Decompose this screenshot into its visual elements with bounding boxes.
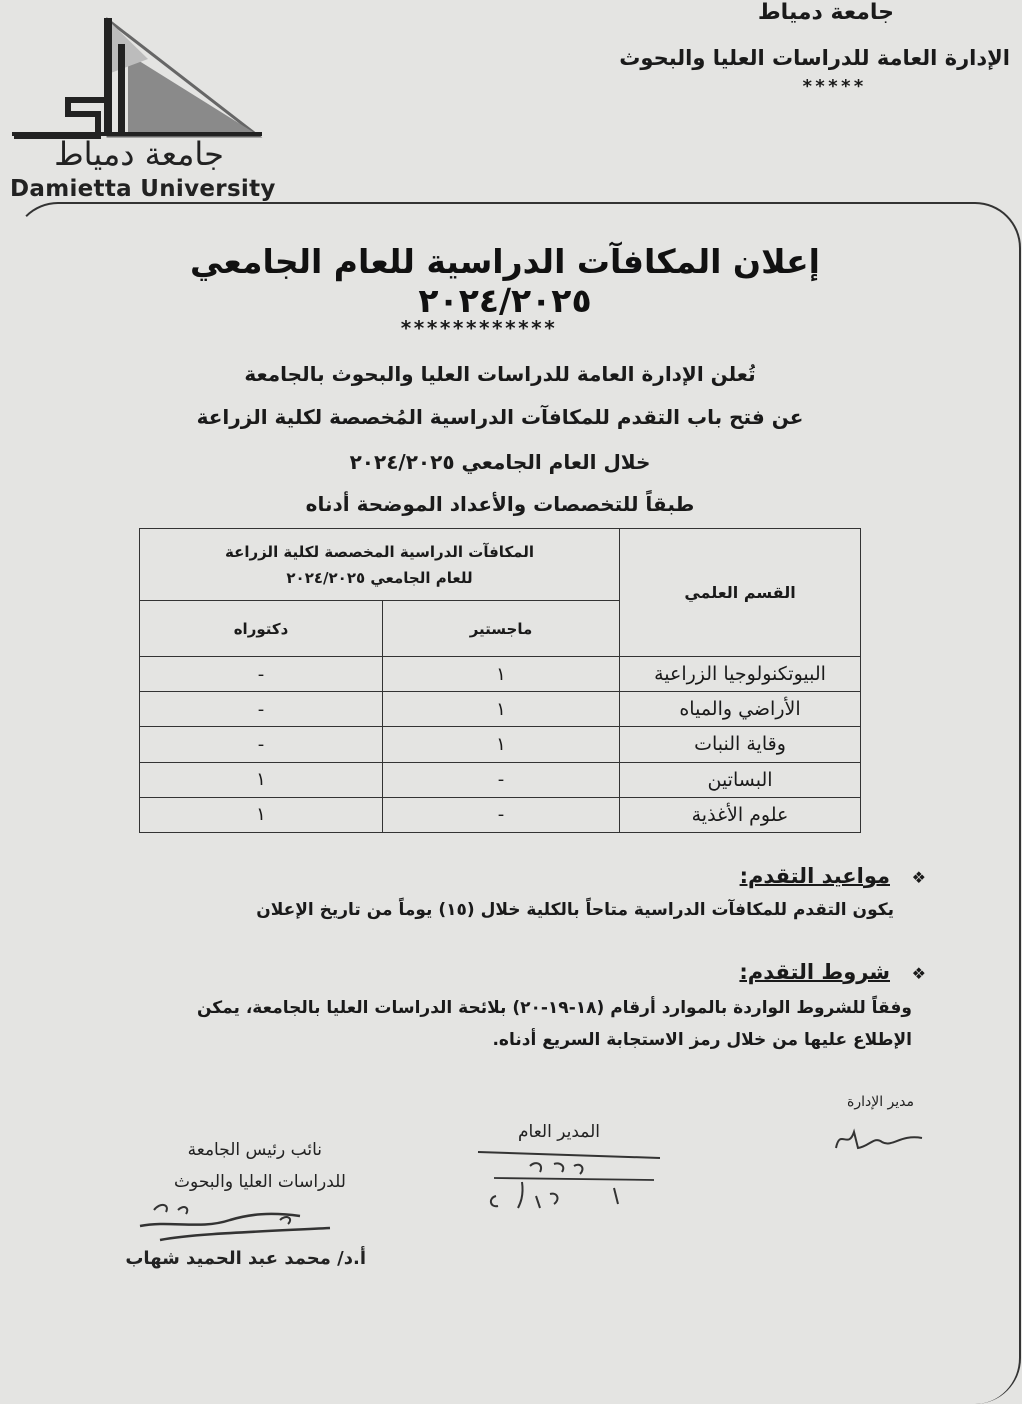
scholarships-table bbox=[139, 528, 861, 833]
header-stars: ***** bbox=[801, 76, 866, 97]
intro-line-1: تُعلن الإدارة العامة للدراسات العليا والبحوث بالجامعة bbox=[244, 362, 756, 386]
deadlines-title: مواعيد التقدم: bbox=[739, 864, 890, 888]
header-department: الإدارة العامة للدراسات العليا والبحوث bbox=[619, 46, 1010, 70]
phd-cell: - bbox=[140, 727, 383, 762]
masters-cell: - bbox=[383, 762, 620, 797]
vp-signature-icon bbox=[130, 1190, 350, 1250]
announcement-title: إعلان المكافآت الدراسية للعام الجامعي ٢٠٢٤/٢٠٢٥ bbox=[190, 242, 820, 320]
dept-cell: البيوتكنولوجيا الزراعية bbox=[620, 657, 861, 692]
masters-cell: - bbox=[383, 797, 620, 832]
intro-line-2: عن فتح باب التقدم للمكافآت الدراسية المُخصصة لكلية الزراعة bbox=[196, 405, 804, 429]
masters-header: ماجستير bbox=[383, 601, 620, 657]
admin-manager-label: مدير الإدارة bbox=[846, 1094, 914, 1110]
phd-cell: - bbox=[140, 657, 383, 692]
intro-line-3: خلال العام الجامعي ٢٠٢٤/٢٠٢٥ bbox=[349, 450, 651, 474]
conditions-body-line-2: الإطلاع عليها من خلال رمز الاستجابة السريع أدناه. bbox=[492, 1030, 912, 1050]
group-header-line-2: للعام الجامعي ٢٠٢٤/٢٠٢٥ bbox=[286, 568, 473, 587]
conditions-bullet-icon: ❖ bbox=[911, 964, 926, 983]
dept-cell: الأراضي والمياه bbox=[620, 692, 861, 727]
table-row bbox=[140, 762, 861, 797]
logo-english-name: Damietta University bbox=[10, 176, 276, 202]
phd-header: دكتوراه bbox=[140, 601, 383, 657]
header-university: جامعة دمياط bbox=[757, 0, 894, 25]
phd-cell: ١ bbox=[140, 797, 383, 832]
dept-cell: البساتين bbox=[620, 762, 861, 797]
dept-header: القسم العلمي bbox=[620, 529, 861, 657]
intro-line-4: طبقاً للتخصصات والأعداد الموضحة أدناه bbox=[305, 492, 695, 516]
vp-title-line-1: نائب رئيس الجامعة bbox=[187, 1140, 322, 1160]
masters-cell: ١ bbox=[383, 657, 620, 692]
deadlines-bullet-icon: ❖ bbox=[911, 868, 926, 887]
admin-manager-signature-icon bbox=[830, 1118, 930, 1158]
general-manager-signature-icon bbox=[474, 1138, 674, 1218]
conditions-title: شروط التقدم: bbox=[739, 960, 890, 984]
vp-name: أ.د/ محمد عبد الحميد شهاب bbox=[125, 1248, 366, 1269]
title-stars: ************ bbox=[400, 316, 557, 340]
phd-cell: ١ bbox=[140, 762, 383, 797]
masters-cell: ١ bbox=[383, 692, 620, 727]
deadlines-body: يكون التقدم للمكافآت الدراسية متاحاً بالكلية خلال (١٥) يوماً من تاريخ الإعلان bbox=[256, 900, 894, 920]
logo-emblem-icon bbox=[8, 14, 268, 154]
table-row bbox=[140, 657, 861, 692]
general-manager-label: المدير العام bbox=[518, 1122, 600, 1142]
dept-cell: علوم الأغذية bbox=[620, 797, 861, 832]
dept-cell: وقاية النبات bbox=[620, 727, 861, 762]
group-header bbox=[140, 529, 620, 601]
phd-cell: - bbox=[140, 692, 383, 727]
vp-title-line-2: للدراسات العليا والبحوث bbox=[174, 1172, 346, 1192]
logo-arabic-name: جامعة دمياط bbox=[54, 135, 224, 173]
table-row bbox=[140, 727, 861, 762]
table-row bbox=[140, 692, 861, 727]
masters-cell: ١ bbox=[383, 727, 620, 762]
group-header-line-1: المكافآت الدراسية المخصصة لكلية الزراعة bbox=[224, 542, 534, 561]
table-row bbox=[140, 797, 861, 832]
conditions-body-line-1: وفقاً للشروط الواردة بالموارد أرقام (١٨-١٩-٢٠) بلائحة الدراسات العليا بالجامعة، يمكن bbox=[196, 998, 912, 1018]
